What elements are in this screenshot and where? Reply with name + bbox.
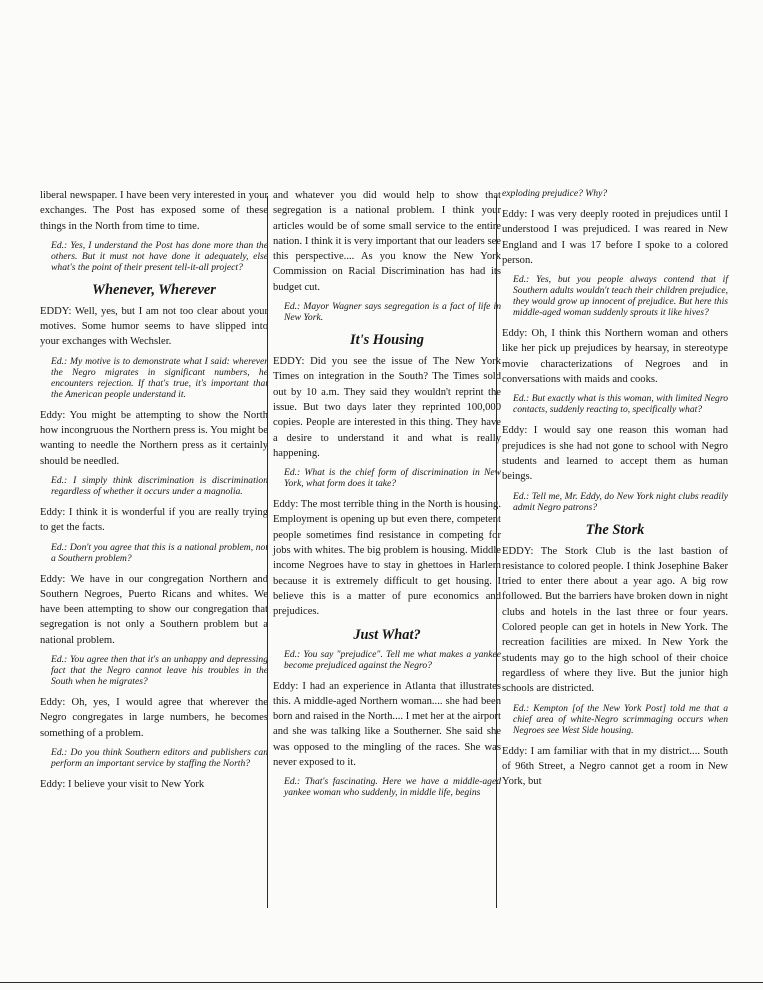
paragraph: Eddy: The most terrible thing in the North is housing. Employment is opening up but even there, competent people sometimes find resistance in competing for jobs with whites. The big problem is housing. Middle income Negroes have to stay in ghettoes in Harlem because it is extremely difficult to get housing. I believe this is a matter of pure economics and prejudices. (273, 499, 501, 618)
editor-question: Ed.: Yes, but you people always contend that if Southern adults wouldn't teach their children prejudice, they would grow up innocent of prejudice. But here this middle-aged woman suddenly sprouts it like hives? (513, 274, 728, 319)
editor-question: Ed.: Do you think Southern editors and publishers can perform an important service by staffing the North? (51, 746, 268, 769)
subheading: Just What? (353, 626, 421, 643)
editor-question: Ed.: Tell me, Mr. Eddy, do New York night clubs readily admit Negro patrons? (513, 490, 728, 513)
editor-question: Ed.: Kempton [of the New York Post] told me that a chief area of white-Negro scrimmaging occurs when Negroes see West Side housing. (513, 702, 728, 736)
editor-question: Ed.: You say "prejudice". Tell me what makes a yankee become prejudiced against the Negro? (284, 648, 501, 671)
subheading: Whenever, Wherever (92, 281, 216, 298)
page-bottom-rule (0, 982, 763, 983)
paragraph: Eddy: Oh, yes, I would agree that wherever the Negro congregates in large numbers, he becomes something of a problem. (40, 697, 268, 739)
column-divider (267, 196, 268, 908)
editor-question: Ed.: You agree then that it's an unhappy and depressing fact that the Negro cannot leave his troubles in the South when he migrates? (51, 654, 268, 688)
paragraph: Eddy: I believe your visit to New York (40, 778, 205, 790)
editor-question: Ed.: Mayor Wagner says segregation is a fact of life in New York. (284, 301, 501, 324)
column-divider (496, 196, 497, 908)
paragraph: Eddy: I was very deeply rooted in prejudices until I understood I was prejudiced. I was reared in New England and I was 17 before I spoke to a colored person. (502, 209, 728, 266)
paragraph: Eddy: You might be attempting to show the North how incongruous the Northern press is. You might be wanting to needle the Northern press as it certainly should be needled. (40, 409, 268, 467)
paragraph: and whatever you did would help to show that segregation is a national problem. I think your articles would be of some small service to the entire nation. I think it is very important that our leaders see this perspective.... As you know the New York Commission on Racial Discrimination has had its budget cut. (273, 190, 501, 293)
editor-question: Ed.: Don't you agree that this is a national problem, not a Southern problem? (51, 541, 268, 564)
paragraph: EDDY: Well, yes, but I am not too clear about your motives. Some humor seems to have slipped into your exchanges with Wechsler. (40, 305, 268, 348)
editor-question: Ed.: Yes, I understand the Post has done more than the others. But it must not have done it adequately, else what's the point of their present tell-it-all project? (51, 239, 268, 273)
column-3 (502, 188, 728, 795)
subheading: It's Housing (350, 332, 424, 349)
column-1 (40, 188, 268, 798)
paragraph: EDDY: The Stork Club is the last bastion of resistance to colored people. I think Josephine Baker tried to enter there about a year ago. A big row followed. But the barriers have broken down in night clubs and hotels in the last three or four years. Colored people can get in hotels in New York. The recreation facilities are mixed. In New York the students may go to the high school of their choice regardless of where they live. But the junior high schools are districted. (502, 545, 728, 695)
paragraph: Eddy: We have in our congregation Northern and Southern Negroes, Puerto Ricans and whites. We have been attempting to show our congregation that segregation is not only a Southern problem but a national problem. (40, 573, 268, 646)
editor-question: Ed.: That's fascinating. Here we have a middle-aged yankee woman who suddenly, in middle life, begins (284, 776, 501, 799)
paragraph: Eddy: I think it is wonderful if you are really trying to get the facts. (40, 506, 268, 534)
paragraph: Eddy: I had an experience in Atlanta that illustrates this. A middle-aged Northern woman.... she had been born and raised in the North.... I met her at the airport and she was talking like a Southerner. She said she was opposed to the mingling of the races. She was never exposed to it. (273, 680, 501, 769)
paragraph: liberal newspaper. I have been very interested in your exchanges. The Post has exposed some of these things in the North from time to time. (40, 190, 268, 232)
column-2 (273, 188, 501, 806)
editor-question: Ed.: What is the chief form of discrimination in New York, what form does it take? (284, 467, 501, 490)
subheading: The Stork (585, 521, 645, 538)
editor-question: Ed.: My motive is to demonstrate what I said: wherever the Negro migrates in significant numbers, he encounters rejection. If that's true, it's important that the American people understand it. (51, 355, 268, 400)
editor-question: Ed.: I simply think discrimination is discrimination regardless of whether it occurs under a magnolia. (51, 474, 268, 497)
paragraph: Eddy: Oh, I think this Northern woman and others like her pick up prejudices by hearsay, in stereotype movie characterizations of Negroes and in conversations with maids and cooks. (502, 328, 728, 386)
editor-question: exploding prejudice? Why? (502, 188, 608, 199)
paragraph: Eddy: I am familiar with that in my district.... South of 96th Street, a Negro cannot get a room in New York, but (502, 745, 728, 788)
paragraph: Eddy: I would say one reason this woman had prejudices is she had not gone to school with Negro students and learned to accept them as human beings. (502, 425, 728, 483)
editor-question: Ed.: But exactly what is this woman, with limited Negro contacts, suddenly reacting to, specifically what? (513, 393, 728, 416)
paragraph: EDDY: Did you see the issue of The New York Times on integration in the South? The Times sold out by 10 a.m. They said they wouldn't reprint the issue. But two days later they reprinted 100,000 copies. People are interested in this thing. They have a desire to understand it and what is really happening. (273, 356, 501, 459)
